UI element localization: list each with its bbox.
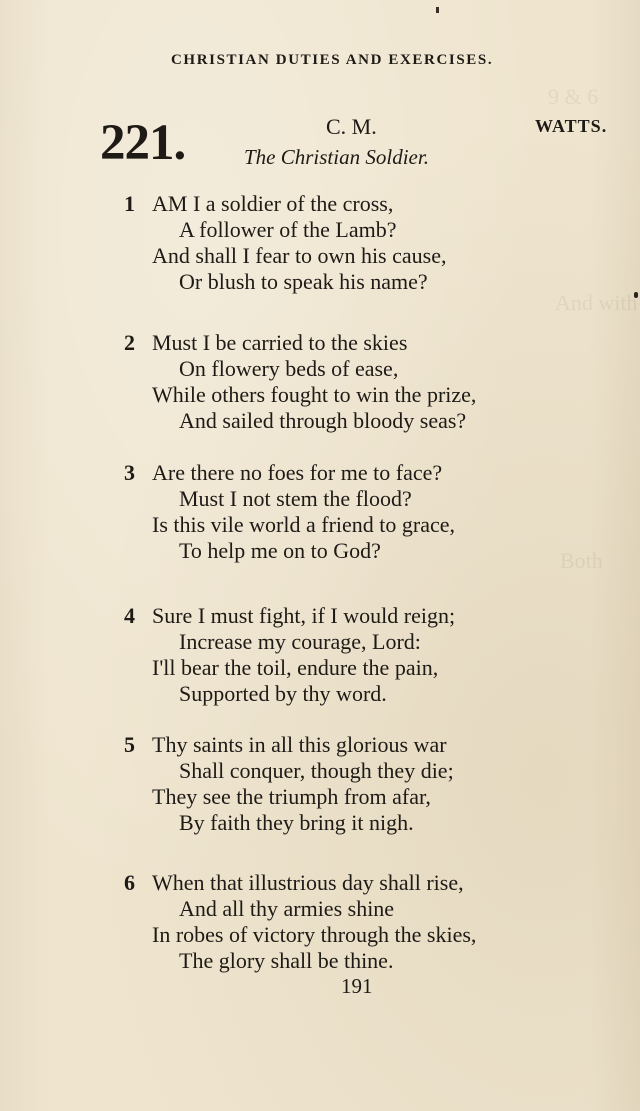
hymn-title: The Christian Soldier. — [244, 145, 429, 169]
verse-line: Must I be carried to the skies — [152, 330, 408, 355]
page-number: 191 — [341, 974, 373, 998]
verse-line: To help me on to God? — [179, 538, 381, 563]
verse-line: And shall I fear to own his cause, — [152, 243, 447, 268]
stanza-number: 2 — [124, 330, 135, 355]
verse-line: Is this vile world a friend to grace, — [152, 512, 456, 537]
show-through: Both — [560, 548, 603, 573]
stanza-number: 4 — [124, 603, 135, 628]
hymn-number: 221. — [100, 115, 186, 171]
verse-line: And all thy armies shine — [179, 896, 395, 921]
stanza-number: 5 — [124, 732, 135, 757]
ink-mark — [436, 7, 439, 13]
margin-ink-mark — [634, 292, 638, 298]
verse-line: Supported by thy word. — [179, 681, 387, 706]
stanza-number: 1 — [124, 191, 135, 216]
verse-line: By faith they bring it nigh. — [179, 810, 414, 835]
verse-line: Sure I must fight, if I would reign; — [152, 603, 456, 628]
stanza-number: 3 — [124, 460, 135, 485]
verse-line: In robes of victory through the skies, — [152, 922, 477, 947]
verse-line: They see the triumph from afar, — [152, 784, 431, 809]
verse-line: While others fought to win the prize, — [152, 382, 477, 407]
verse-line: Must I not stem the flood? — [179, 486, 412, 511]
verse-line: Are there no foes for me to face? — [152, 460, 443, 485]
hymn-author: WATTS. — [535, 116, 608, 136]
verse-line: Or blush to speak his name? — [179, 269, 428, 294]
verse-line: Increase my courage, Lord: — [179, 629, 421, 654]
verse-line: The glory shall be thine. — [179, 948, 394, 973]
verse-line: I'll bear the toil, endure the pain, — [152, 655, 439, 680]
stanza-number: 6 — [124, 870, 135, 895]
verse-line: Thy saints in all this glorious war — [152, 732, 447, 757]
hymn-meter: C. M. — [326, 114, 377, 139]
verse-line: When that illustrious day shall rise, — [152, 870, 464, 895]
show-through: And with — [555, 290, 638, 315]
verse-line: A follower of the Lamb? — [179, 217, 397, 242]
verse-line: AM I a soldier of the cross, — [152, 191, 394, 216]
running-head: CHRISTIAN DUTIES AND EXERCISES. — [171, 52, 494, 68]
verse-line: On flowery beds of ease, — [179, 356, 399, 381]
verse-line: Shall conquer, though they die; — [179, 758, 454, 783]
verse-line: And sailed through bloody seas? — [179, 408, 467, 433]
show-through: 9 & 6 — [548, 84, 599, 109]
